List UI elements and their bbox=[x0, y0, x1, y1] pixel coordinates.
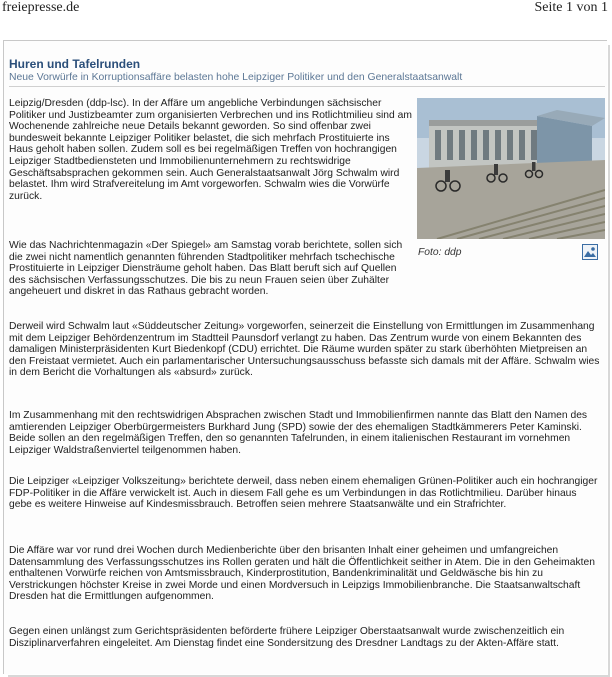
page-indicator: Seite 1 von 1 bbox=[534, 0, 608, 15]
print-header bbox=[0, 0, 612, 22]
site-name: freiepresse.de bbox=[2, 0, 80, 15]
title-divider bbox=[9, 86, 605, 87]
paragraph-3: Derweil wird Schwalm laut «Süddeutscher Zeitung» vorgeworfen, seinerzeit die Einstellung von Ermittlungen im Zusammenhang mit dem Leipziger Behördenzentrum im Stadtteil Paunsdorf verlangt zu haben. Das Zentrum wurde von einem Bekannten des damaligen Ministerpräsidenten Kurt Biedenkopf (CDU) errichtet. Die Räume wurden später zu stark überhöhten Mietpreisen an den Freistaat vermietet. Auch ein parlamentarischer Untersuchungsausschuss befasste sich damals mit der Affäre. Schwalm wies in dem Bericht die Vorhaltungen als «absurd» zurück. bbox=[9, 321, 600, 379]
paragraph-1: Leipzig/Dresden (ddp-lsc). In der Affäre um angebliche Verbindungen sächsischer Politiker und Justizbeamter zum organisierten Verbrechen und ins Rotlichtmilieu sind am Wochenende zahlreiche neue Details bekannt geworden. So sind offenbar zwei bundesweit bekannte Leipziger Politiker belastet, die sich mehrfach Prostituierte ins Haus geholt haben sollen. Zudem soll es bei regelmäßigen Treffen von hochrangigen Leipziger Stadtbediensteten und Immobilienunternehmern zu rechtswidrige Geschäftsabsprachen gekommen sein. Auch Generalstaatsanwalt Jörg Schwalm wird belastet. Ihm wird Strafvereitelung im Amt vorgeworfen. Schwalm wies die Vorwürfe zurück. bbox=[9, 98, 412, 202]
photo-caption: Foto: ddp bbox=[418, 247, 462, 258]
article-title: Huren und Tafelrunden bbox=[9, 57, 141, 71]
paragraph-4: Im Zusammenhang mit den rechtswidrigen Absprachen zwischen Stadt und Immobilienfirmen nannte das Blatt den Namen des amtierenden Leipziger Oberbürgermeisters Burkhard Jung (SPD) sowie der des ehemaligen Stadtkämmerers Peter Kaminski. Beide sollen an den regelmäßigen Treffen, den so genannten Tafelrunden, in einem italienischen Restaurant im vornehmen Leipziger Waldstraßenviertel teilgenommen haben. bbox=[9, 410, 588, 456]
paragraph-2: Wie das Nachrichtenmagazin «Der Spiegel» am Samstag vorab berichtete, sollen sich die zwei nicht namentlich genannten führenden Stadtpolitiker mehrfach tschechische Prostituierte in Leipziger Diensträume geholt haben. Das Blatt beruft sich auf Quellen des sächsischen Verfassungsschutzes. Die bis zu neun Frauen seien über Zuhälter angeheuert und diskret in das Rathaus gebracht worden. bbox=[9, 240, 403, 298]
paragraph-7: Gegen einen unlängst zum Gerichtspräsidenten beförderte frühere Leipziger Oberstaatsanwalt wurde zwischenzeitlich ein Disziplinarverfahren eingeleitet. Am Dienstag findet eine Sondersitzung des Dresdner Landtags zu der Akten-Affäre statt. bbox=[9, 626, 565, 649]
article-photo bbox=[417, 98, 605, 239]
image-icon[interactable] bbox=[582, 244, 598, 260]
paragraph-6: Die Affäre war vor rund drei Wochen durch Medienberichte über den brisanten Inhalt einer geheimen und umfangreichen Datensammlung des Verfassungsschutzes ins Rollen geraten und hält die Öffentlichkeit seither in Atem. Die in den Geheimakten enthaltenen Vorwürfe reichen von Amtsmissbrauch, Kinderprostitution, Bandenkriminalität und Geldwäsche bis hin zu Verstrickungen höchster Kreise in zwei Morde und einen Mordversuch in Leipzigs Immobilienbranche. Die Staatsanwaltschaft Dresden hat die Ermittlungen aufgenommen. bbox=[9, 545, 595, 603]
paragraph-5: Die Leipziger «Leipziger Volkszeitung» berichtete derweil, dass neben einem ehemaligen Grünen-Politiker auch ein hochrangiger FDP-Politiker in die Affäre verwickelt ist. Auch in diesem Fall gehe es um Verbindungen in das Rotlichtmilieu. Darüber hinaus gebe es weitere Hinweise auf Kindesmissbrauch. Betroffen seien mehrere Staatsanwälte und ein Strafrichter. bbox=[9, 476, 598, 511]
article-subtitle: Neue Vorwürfe in Korruptionsaffäre belasten hohe Leipziger Politiker und den Generalstaatsanwalt bbox=[9, 72, 463, 83]
photo-illustration bbox=[417, 98, 605, 239]
